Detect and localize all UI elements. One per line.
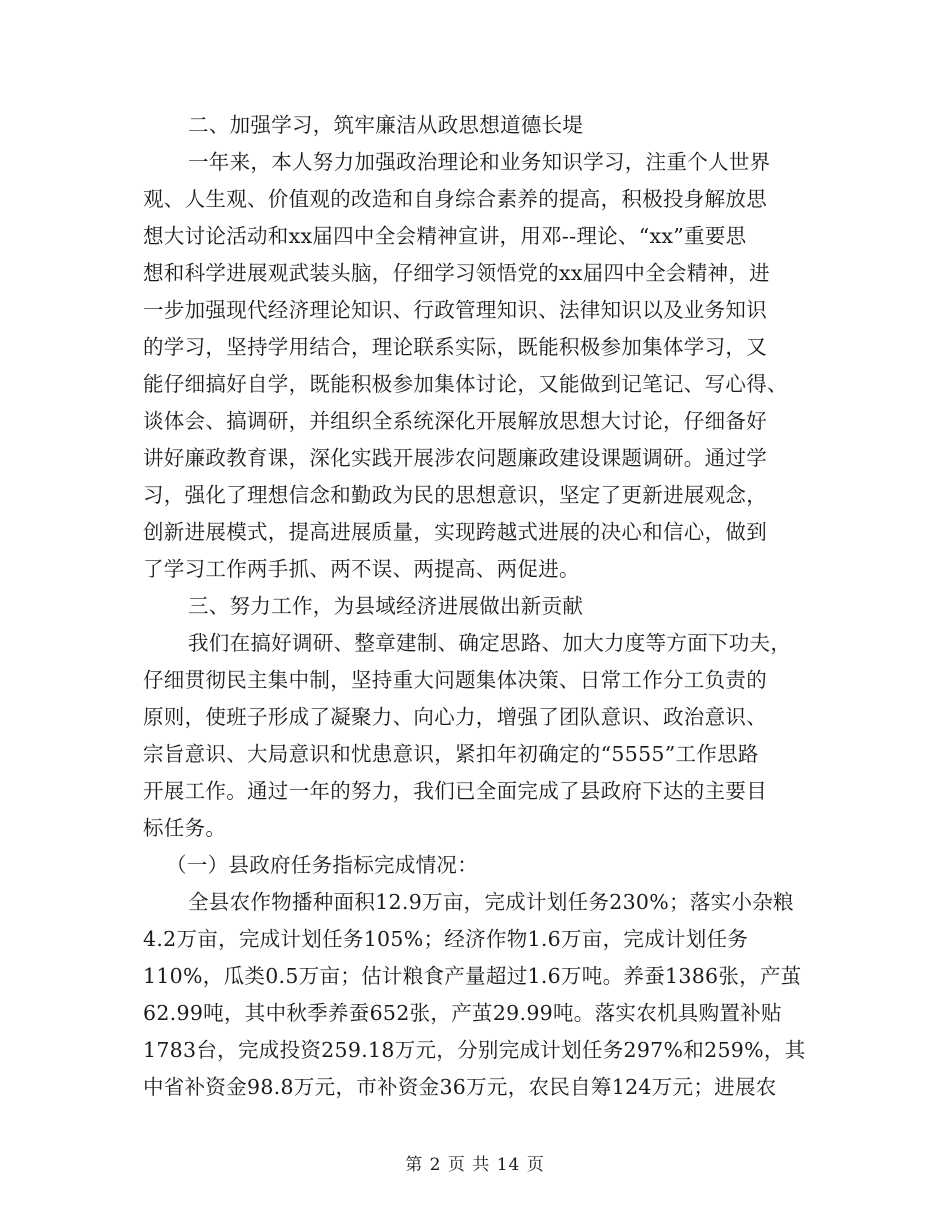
paragraph-line: 讲好廉政教育课，深化实践开展涉农问题廉政建设课题调研。通过学 — [143, 446, 767, 470]
paragraph-line: 想大讨论活动和xx届四中全会精神宣讲，用邓--理论、“xx”重要思 — [143, 224, 747, 248]
paragraph-line: 我们在搞好调研、整章建制、确定思路、加大力度等方面下功夫， — [188, 631, 792, 655]
subsection-heading: （一）县政府任务指标完成情况： — [166, 853, 478, 877]
paragraph-line: 110%，瓜类0.5万亩；估计粮食产量超过1.6万吨。养蚕1386张，产茧 — [143, 964, 802, 988]
section-heading-3: 三、努力工作，为县域经济进展做出新贡献 — [188, 594, 584, 618]
paragraph-line: 标任务。 — [143, 816, 227, 840]
paragraph-line: 能仔细搞好自学，既能积极参加集体讨论，又能做到记笔记、写心得、 — [143, 372, 788, 396]
paragraph-line: 62.99吨，其中秋季养蚕652张，产茧29.99吨。落实农机具购置补贴 — [143, 1001, 782, 1025]
paragraph-line: 中省补资金98.8万元，市补资金36万元，农民自筹124万元；进展农 — [143, 1075, 777, 1099]
paragraph-line: 观、人生观、价值观的改造和自身综合素养的提高，积极投身解放思 — [143, 187, 767, 211]
paragraph-line: 4.2万亩，完成计划任务105%；经济作物1.6万亩，完成计划任务 — [143, 927, 749, 951]
paragraph-line: 仔细贯彻民主集中制，坚持重大问题集体决策、日常工作分工负责的 — [143, 668, 767, 692]
paragraph-line: 创新进展模式，提高进展质量，实现跨越式进展的决心和信心，做到 — [143, 520, 767, 544]
paragraph-line: 想和科学进展观武装头脑，仔细学习领悟党的xx届四中全会精神，进 — [143, 261, 770, 285]
paragraph-line: 的学习，坚持学用结合，理论联系实际，既能积极参加集体学习，又 — [143, 335, 767, 359]
section-heading-2: 二、加强学习，筑牢廉洁从政思想道德长堤 — [188, 113, 584, 137]
paragraph-line: 了学习工作两手抓、两不误、两提高、两促进。 — [143, 557, 580, 581]
paragraph-line: 原则，使班子形成了凝聚力、向心力，增强了团队意识、政治意识、 — [143, 705, 767, 729]
paragraph-line: 一年来，本人努力加强政治理论和业务知识学习，注重个人世界 — [188, 150, 771, 174]
page-number-footer: 第 2 页 共 14 页 — [405, 1155, 545, 1175]
paragraph-line: 开展工作。通过一年的努力，我们已全面完成了县政府下达的主要目 — [143, 779, 767, 803]
paragraph-line: 全县农作物播种面积12.9万亩，完成计划任务230%；落实小杂粮 — [188, 890, 794, 914]
paragraph-line: 宗旨意识、大局意识和忧患意识，紧扣年初确定的“5555”工作思路 — [143, 742, 759, 766]
paragraph-line: 谈体会、搞调研，并组织全系统深化开展解放思想大讨论，仔细备好 — [143, 409, 767, 433]
paragraph-line: 1783台，完成投资259.18万元，分别完成计划任务297%和259%，其 — [143, 1038, 806, 1062]
paragraph-line: 一步加强现代经济理论知识、行政管理知识、法律知识以及业务知识 — [143, 298, 767, 322]
paragraph-line: 习，强化了理想信念和勤政为民的思想意识，坚定了更新进展观念， — [143, 483, 767, 507]
